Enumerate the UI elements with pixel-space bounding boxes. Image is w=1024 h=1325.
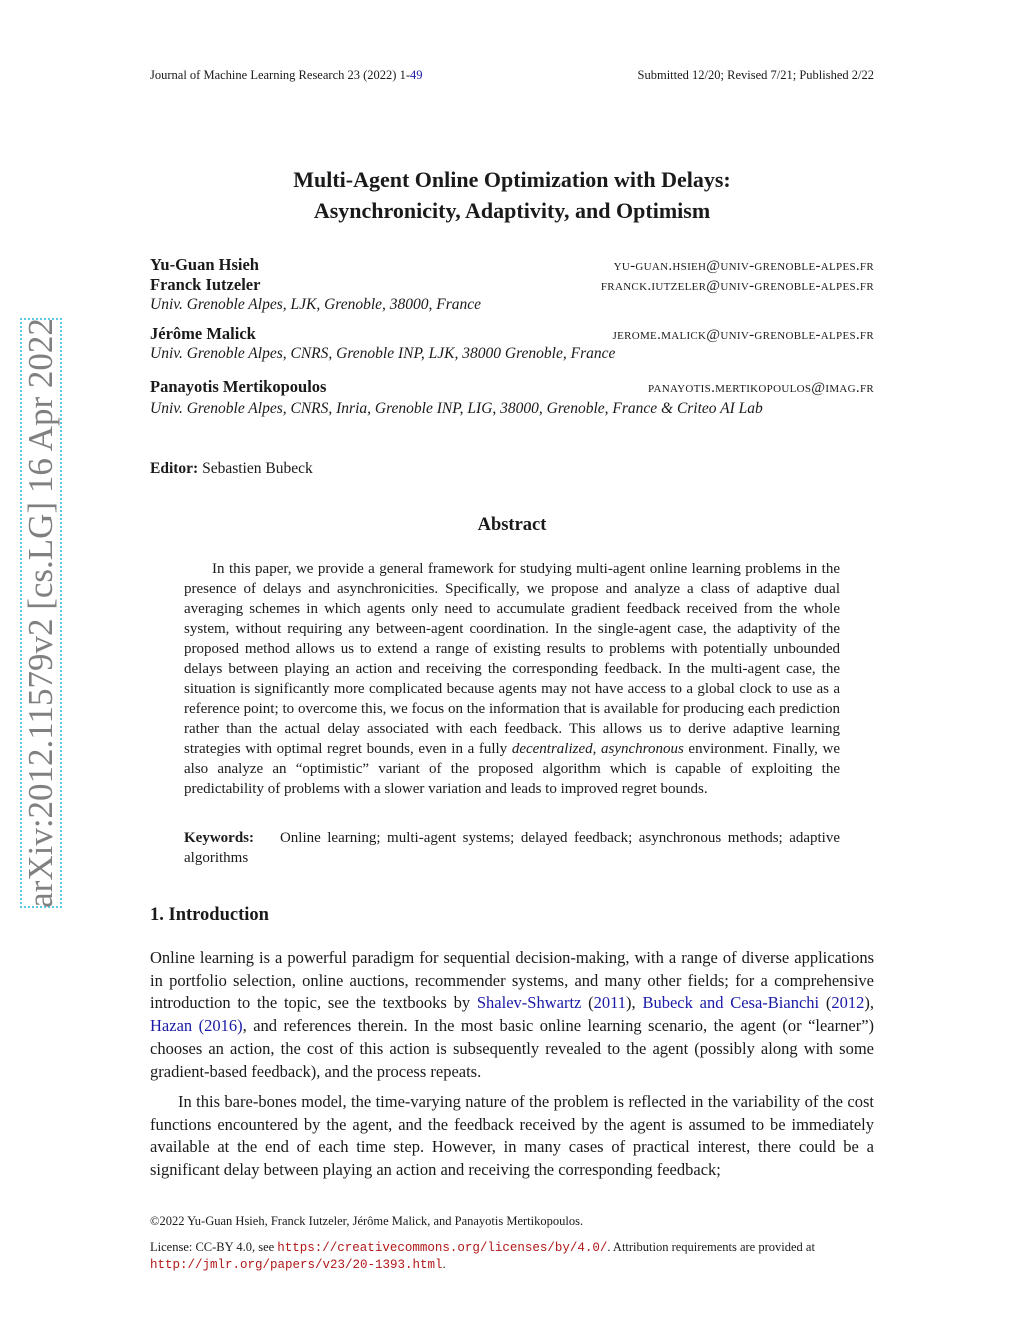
author-row (150, 324, 874, 344)
arxiv-identifier: arXiv:2012.11579v2 [cs.LG] 16 Apr 2022 (21, 318, 60, 908)
running-header-journal: Journal of Machine Learning Research 23 (2022) 1-49 (150, 68, 423, 82)
editor-name: Sebastien Bubeck (202, 460, 313, 477)
author-name: Jérôme Malick (150, 324, 256, 343)
author-email: panayotis.mertikopoulos@imag.fr (648, 380, 874, 396)
author-row (150, 377, 874, 397)
author-row (150, 275, 874, 295)
running-header-dates: Submitted 12/20; Revised 7/21; Published 2/22 (637, 68, 874, 82)
affiliation: Univ. Grenoble Alpes, LJK, Grenoble, 38000, France (150, 296, 482, 313)
license-url-link[interactable]: https://creativecommons.org/licenses/by/4.0/ (277, 1241, 608, 1255)
author-name: Yu-Guan Hsieh (150, 255, 259, 274)
citation-link[interactable]: Shalev-Shwartz (476, 993, 582, 1013)
citation-link[interactable]: Hazan (150, 1016, 193, 1036)
affiliation: Univ. Grenoble Alpes, CNRS, Grenoble INP, LJK, 38000 Grenoble, France (150, 345, 616, 362)
keywords-text: Online learning; multi-agent systems; delayed feedback; asynchronous methods; adaptive algorithms (184, 830, 840, 866)
author-email: franck.iutzeler@univ-grenoble-alpes.fr (600, 278, 874, 294)
abstract-body: In this paper, we provide a general framework for studying multi-agent online learning problems in the presence of delays and asynchronicities. Specifically, we propose and analyze a class of adaptive dual averaging schemes in which agents only need to accumulate gradient feedback received from the whole system, without requiring any between-agent coordination. In the single-agent case, the adaptivity of the proposed method allows us to extend a range of existing results to problems with potentially unbounded delays between playing an action and receiving the corresponding feedback. In the multi-agent case, the situation is significantly more complicated because agents may not have access to a global clock to use as a reference point; to overcome this, we focus on the information that is available for producing each prediction rather than the actual delay associated with each feedback. This allows us to derive adaptive learning strategies with optimal regret bounds, even in a fully decentralized, asynchronous environment. Finally, we also analyze an “optimistic” variant of the proposed algorithm which is capable of exploiting the predictability of problems with a slower variation and leads to improved regret bounds. (184, 561, 841, 797)
author-email: yu-guan.hsieh@univ-grenoble-alpes.fr (613, 258, 874, 274)
intro-paragraph-2: In this bare-bones model, the time-varying nature of the problem is reflected in the variability of the cost functions encountered by the agent, and the feedback received by the agent is assumed to be immediately available at the end of each time step. However, in many cases of practical interest, there could be a significant delay between playing an action and receiving the corresponding feedback; (150, 1092, 874, 1180)
keywords (184, 828, 840, 868)
author-email: jerome.malick@univ-grenoble-alpes.fr (612, 327, 874, 343)
copyright-notice: ©2022 Yu-Guan Hsieh, Franck Iutzeler, Jérôme Malick, and Panayotis Mertikopoulos. (150, 1214, 584, 1228)
keywords-label: Keywords: (184, 830, 254, 846)
author-name: Panayotis Mertikopoulos (150, 377, 327, 396)
paper-title-line-2: Asynchronicity, Adaptivity, and Optimism (313, 198, 711, 223)
intro-paragraph-1: Online learning is a powerful paradigm for sequential decision-making, with a range of diverse applications in portfolio selection, online auctions, recommender systems, and many other fields; for a comprehensive introduction to the topic, see the textbooks by Shalev-Shwartz (2011), Bubeck and Cesa-Bianchi (2012), Hazan (2016), and references therein. In the most basic online learning scenario, the agent (or “learner”) chooses an action, the cost of this action is subsequently revealed to the agent (possibly along with some gradient-based feedback), and the process repeats. (150, 948, 875, 1081)
paper-title-line-1: Multi-Agent Online Optimization with Delays: (293, 167, 731, 192)
arxiv-stamp (20, 318, 62, 908)
author-name: Franck Iutzeler (150, 275, 261, 294)
citation-year-link[interactable]: 2012 (831, 993, 865, 1013)
citation-link[interactable]: Bubeck and Cesa-Bianchi (642, 993, 820, 1013)
author-row (150, 255, 874, 275)
citation-year-link[interactable]: 2011 (593, 993, 627, 1013)
citation-year-link[interactable]: (2016) (198, 1016, 243, 1036)
abstract-heading: Abstract (477, 515, 547, 535)
page-range-link[interactable]: 49 (409, 68, 423, 82)
editor-label: Editor: (150, 460, 199, 477)
section-heading: 1. Introduction (150, 905, 269, 925)
license-notice: License: CC-BY 4.0, see https://creativecommons.org/licenses/by/4.0/. Attribution requirements are provided at http://jmlr.org/papers/v23/20-1393.html. (150, 1240, 815, 1272)
attribution-url-link[interactable]: http://jmlr.org/papers/v23/20-1393.html (150, 1258, 443, 1272)
affiliation: Univ. Grenoble Alpes, CNRS, Inria, Grenoble INP, LIG, 38000, Grenoble, France & Criteo AI Lab (150, 400, 763, 417)
editor-line (150, 460, 313, 478)
